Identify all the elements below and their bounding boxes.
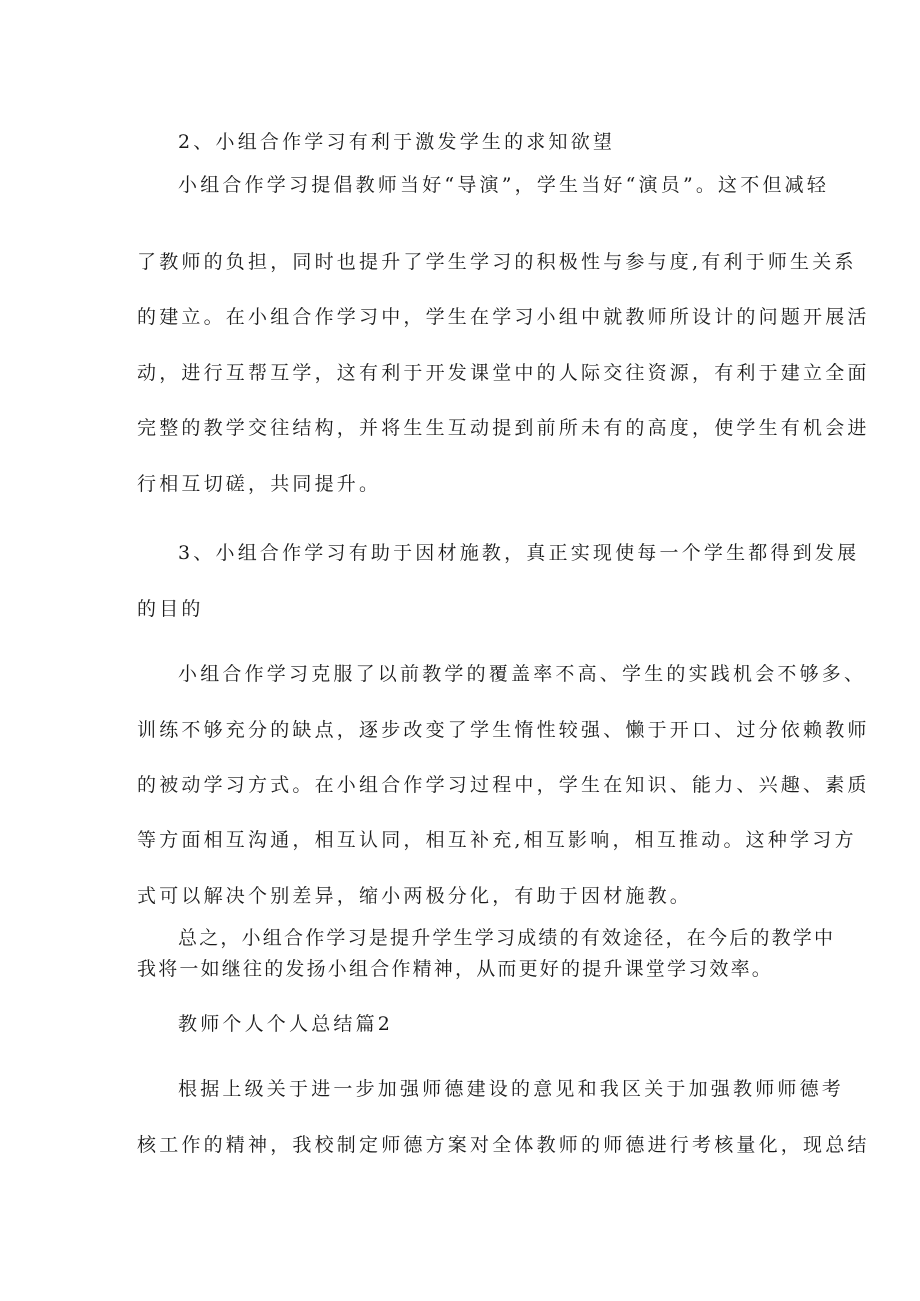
section-heading-2: 2、小组合作学习有利于激发学生的求知欲望 (178, 131, 616, 153)
paragraph-line: 小组合作学习克服了以前教学的覆盖率不高、学生的实践机会不够多、 (178, 663, 867, 685)
paragraph-line: 训练不够充分的缺点，逐步改变了学生惰性较强、懒于开口、过分依赖教师 (137, 719, 870, 741)
paragraph-line: 的被动学习方式。在小组合作学习过程中，学生在知识、能力、兴趣、素质 (137, 774, 870, 796)
paragraph-line: 行相互切磋，共同提升。 (137, 473, 382, 495)
paragraph-line: 根据上级关于进一步加强师德建设的意见和我区关于加强教师师德考 (178, 1078, 845, 1100)
paragraph-line: 动，进行互帮互学，这有利于开发课堂中的人际交往资源，有利于建立全面 (137, 362, 870, 384)
article-title: 教师个人个人总结篇2 (178, 1013, 394, 1035)
paragraph-line: 的建立。在小组合作学习中，学生在学习小组中就教师所设计的问题开展活 (137, 306, 870, 328)
paragraph-line: 等方面相互沟通，相互认同，相互补充,相互影响，相互推动。这种学习方 (137, 829, 857, 851)
section-heading-3-cont: 的目的 (137, 598, 204, 620)
paragraph-line: 小组合作学习提倡教师当好“导演”，学生当好“演员”。这不但减轻 (178, 174, 830, 196)
paragraph-line: 了教师的负担，同时也提升了学生学习的积极性与参与度,有利于师生关系 (137, 251, 857, 273)
paragraph-line: 式可以解决个别差异，缩小两极分化，有助于因材施教。 (137, 885, 693, 907)
paragraph-line: 核工作的精神，我校制定师德方案对全体教师的师德进行考核量化，现总结 (137, 1134, 870, 1156)
paragraph-line: 完整的教学交往结构，并将生生互动提到前所未有的高度，使学生有机会进 (137, 417, 870, 439)
paragraph-line: 总之，小组合作学习是提升学生学习成绩的有效途径，在今后的教学中 (178, 927, 836, 949)
section-heading-3: 3、小组合作学习有助于因材施教，真正实现使每一个学生都得到发展 (178, 542, 860, 564)
paragraph-line: 我将一如继往的发扬小组合作精神，从而更好的提升课堂学习效率。 (137, 958, 774, 980)
